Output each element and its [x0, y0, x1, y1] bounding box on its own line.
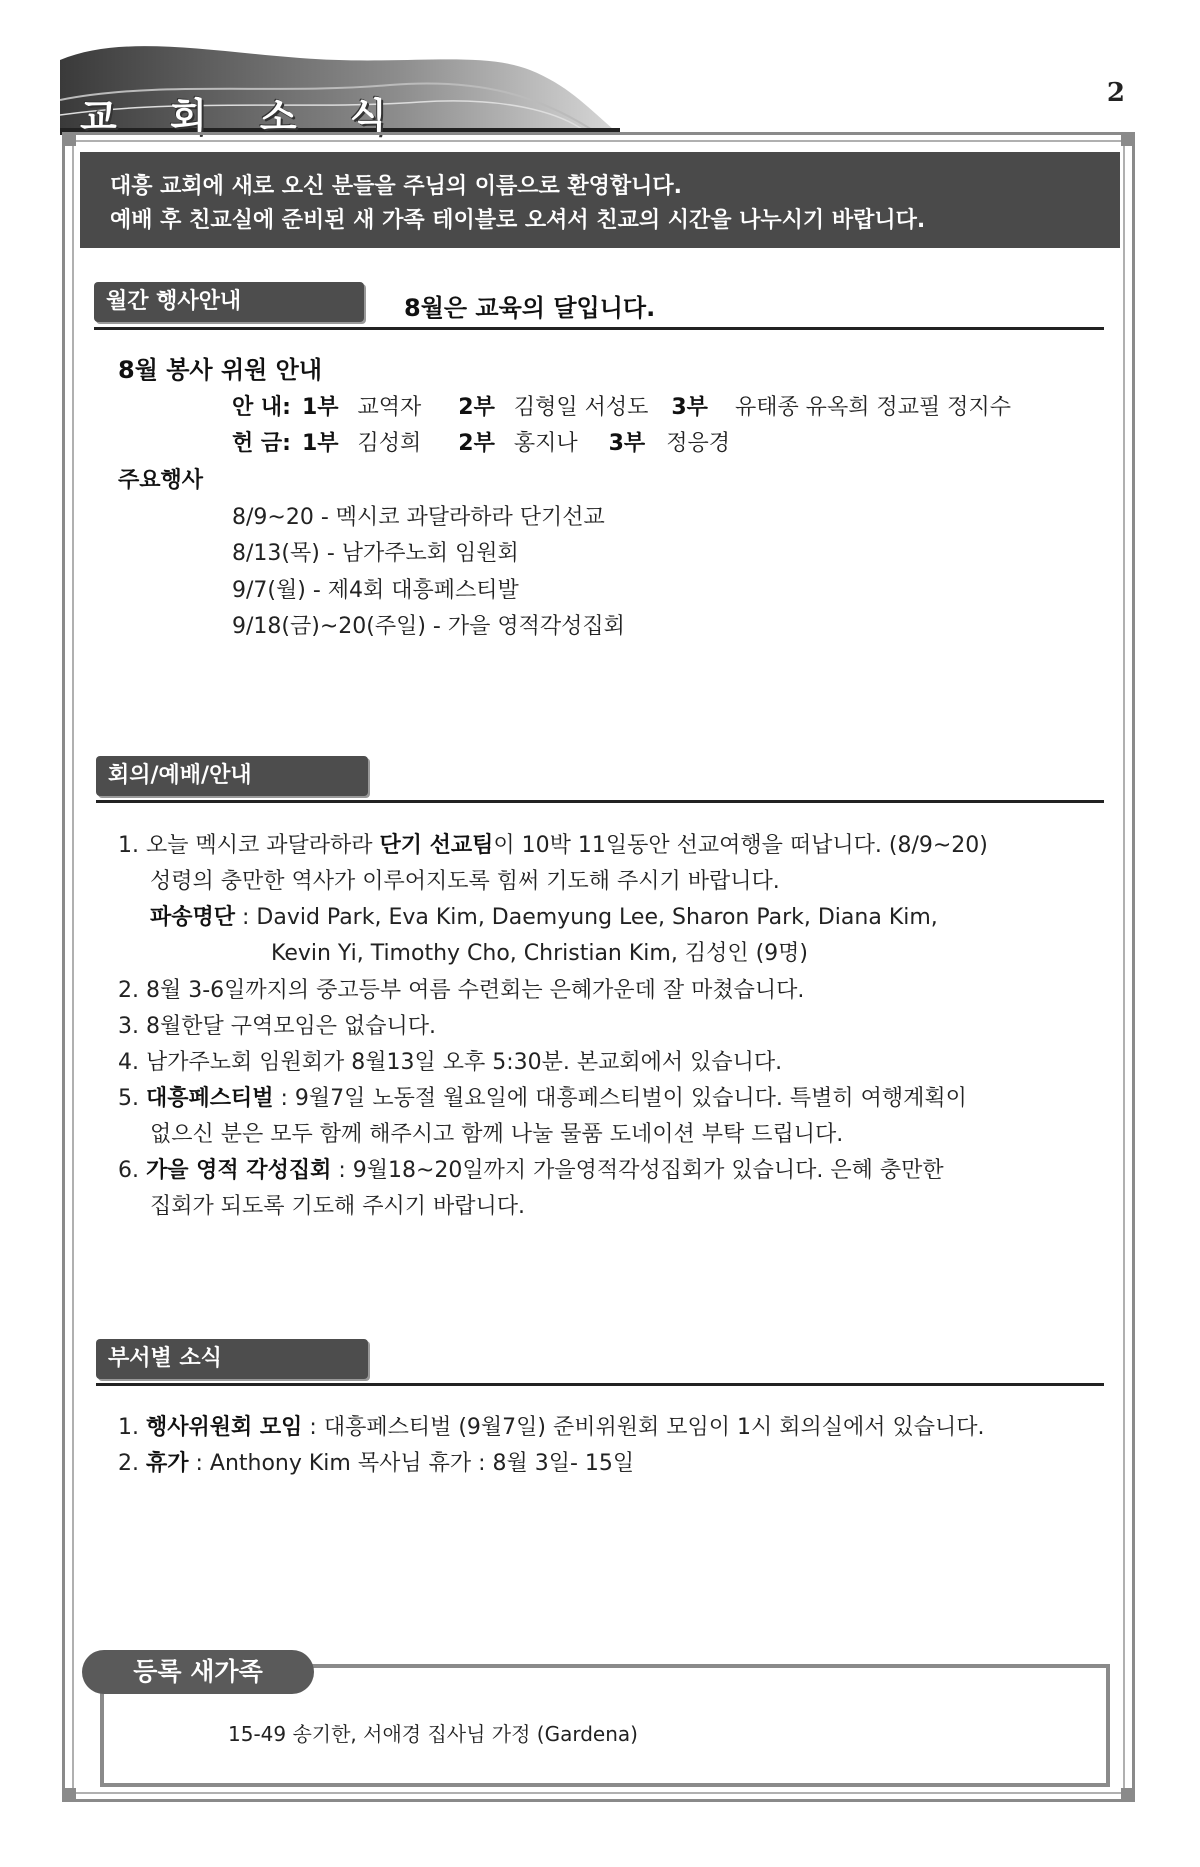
notice-item-1 — [118, 828, 988, 859]
notice-text: : 9월7일 노동절 월요일에 대흥페스티벌이 있습니다. 특별히 여행계획이 — [273, 1086, 967, 1111]
guide-names1: 교역자 — [357, 395, 422, 420]
events-title: 주요행사 — [118, 468, 204, 493]
notice-item-5 — [118, 1081, 967, 1112]
notice-emphasis: 휴가 — [145, 1451, 189, 1476]
welcome-line-2: 예배 후 친교실에 준비된 새 가족 테이블로 오셔서 친교의 시간을 나누시기 바랍니다. — [110, 208, 926, 233]
frame-corner-ornament — [62, 132, 76, 146]
notice-item-6-line-2: 집회가 되도록 기도해 주시기 바랍니다. — [150, 1194, 525, 1219]
mission-team-names: : David Park, Eva Kim, Daemyung Lee, Sharon Park, Diana Kim, — [235, 905, 938, 930]
guide-label: 안 내: — [232, 395, 291, 420]
page-frame-inner — [72, 140, 1125, 1794]
tab-monthly-events: 월간 행사안내 — [94, 282, 364, 322]
notice-text: : 대흥페스티벌 (9월7일) 준비위원회 모임이 1시 회의실에서 있습니다. — [302, 1415, 985, 1440]
welcome-banner — [80, 152, 1120, 248]
mission-team-line — [150, 900, 938, 931]
offering-part2: 2부 — [458, 431, 495, 456]
notice-emphasis: 행사위원회 모임 — [145, 1415, 303, 1440]
notice-text: 1. — [118, 1415, 146, 1440]
guide-part1: 1부 — [301, 395, 339, 420]
frame-corner-ornament — [1121, 1788, 1135, 1802]
welcome-line-1: 대흥 교회에 새로 오신 분들을 주님의 이름으로 환영합니다. — [110, 174, 683, 199]
dept-item-1 — [118, 1410, 984, 1441]
event-item: 9/18(금)~20(주일) - 가을 영적각성집회 — [232, 614, 625, 639]
tab-meeting-notices: 회의/예배/안내 — [96, 756, 368, 796]
notice-emphasis: 대흥페스티벌 — [145, 1086, 274, 1111]
section-rule — [96, 800, 1104, 803]
notice-text: 1. 오늘 멕시코 과달라하라 — [118, 833, 380, 858]
frame-corner-ornament — [62, 1788, 76, 1802]
monthly-headline: 8월은 교육의 달입니다. — [404, 294, 656, 322]
offering-names1: 김성희 — [357, 431, 422, 456]
mission-team-label: 파송명단 — [150, 905, 236, 930]
event-item: 9/7(월) - 제4회 대흥페스티발 — [232, 578, 519, 603]
new-family-entry: 15-49 송기한, 서애경 집사님 가정 (Gardena) — [228, 1722, 638, 1746]
notice-item-3: 3. 8월한달 구역모임은 없습니다. — [118, 1014, 436, 1039]
offering-label: 헌 금: — [232, 431, 291, 456]
notice-item-6 — [118, 1153, 944, 1184]
section-rule — [94, 327, 1104, 330]
event-item: 8/13(목) - 남가주노회 임원회 — [232, 541, 519, 566]
section-title: 교 회 소 식 — [80, 94, 407, 139]
event-item: 8/9~20 - 멕시코 과달라하라 단기선교 — [232, 505, 605, 530]
offering-names2: 홍지나 — [513, 431, 578, 456]
notice-text: 2. — [118, 1451, 146, 1476]
notice-emphasis: 단기 선교팀 — [379, 833, 494, 858]
offering-part1: 1부 — [301, 431, 339, 456]
section-rule — [96, 1383, 1104, 1386]
notice-text: : 9월18~20일까지 가을영적각성집회가 있습니다. 은혜 충만한 — [331, 1158, 944, 1183]
tab-department-news: 부서별 소식 — [96, 1339, 368, 1379]
page-number: 2 — [1106, 78, 1125, 108]
offering-part3: 3부 — [608, 431, 646, 456]
notice-item-2: 2. 8월 3-6일까지의 중고등부 여름 수련회는 은혜가운데 잘 마쳤습니다. — [118, 978, 805, 1003]
notice-item-5-line-2: 없으신 분은 모두 함께 해주시고 함께 나눌 물품 도네이션 부탁 드립니다. — [150, 1122, 844, 1147]
guide-names3: 유태종 유옥희 정교필 정지수 — [734, 395, 1011, 420]
frame-corner-ornament — [1121, 132, 1135, 146]
notice-text: : Anthony Kim 목사님 휴가 : 8월 3일- 15일 — [188, 1451, 635, 1476]
notice-item-1-line-2: 성령의 충만한 역사가 이루어지도록 힘써 기도해 주시기 바랍니다. — [150, 869, 780, 894]
tab-new-family: 등록 새가족 — [82, 1650, 314, 1694]
guide-names2: 김형일 서성도 — [513, 395, 649, 420]
notice-item-4: 4. 남가주노회 임원회가 8월13일 오후 5:30분. 본교회에서 있습니다. — [118, 1050, 783, 1075]
offering-names3: 정응경 — [666, 431, 730, 456]
offering-row — [232, 426, 730, 457]
volunteer-title: 8월 봉사 위원 안내 — [118, 356, 323, 384]
mission-team-line-2: Kevin Yi, Timothy Cho, Christian Kim, 김성인 (9명) — [271, 941, 808, 966]
notice-emphasis: 가을 영적 각성집회 — [145, 1158, 332, 1183]
notice-text: 이 10박 11일동안 선교여행을 떠납니다. (8/9~20) — [493, 833, 988, 858]
guide-part3: 3부 — [671, 395, 708, 420]
guide-part2: 2부 — [458, 395, 495, 420]
notice-text: 5. — [118, 1086, 146, 1111]
dept-item-2 — [118, 1446, 634, 1477]
guide-row — [232, 390, 1011, 421]
notice-text: 6. — [118, 1158, 146, 1183]
